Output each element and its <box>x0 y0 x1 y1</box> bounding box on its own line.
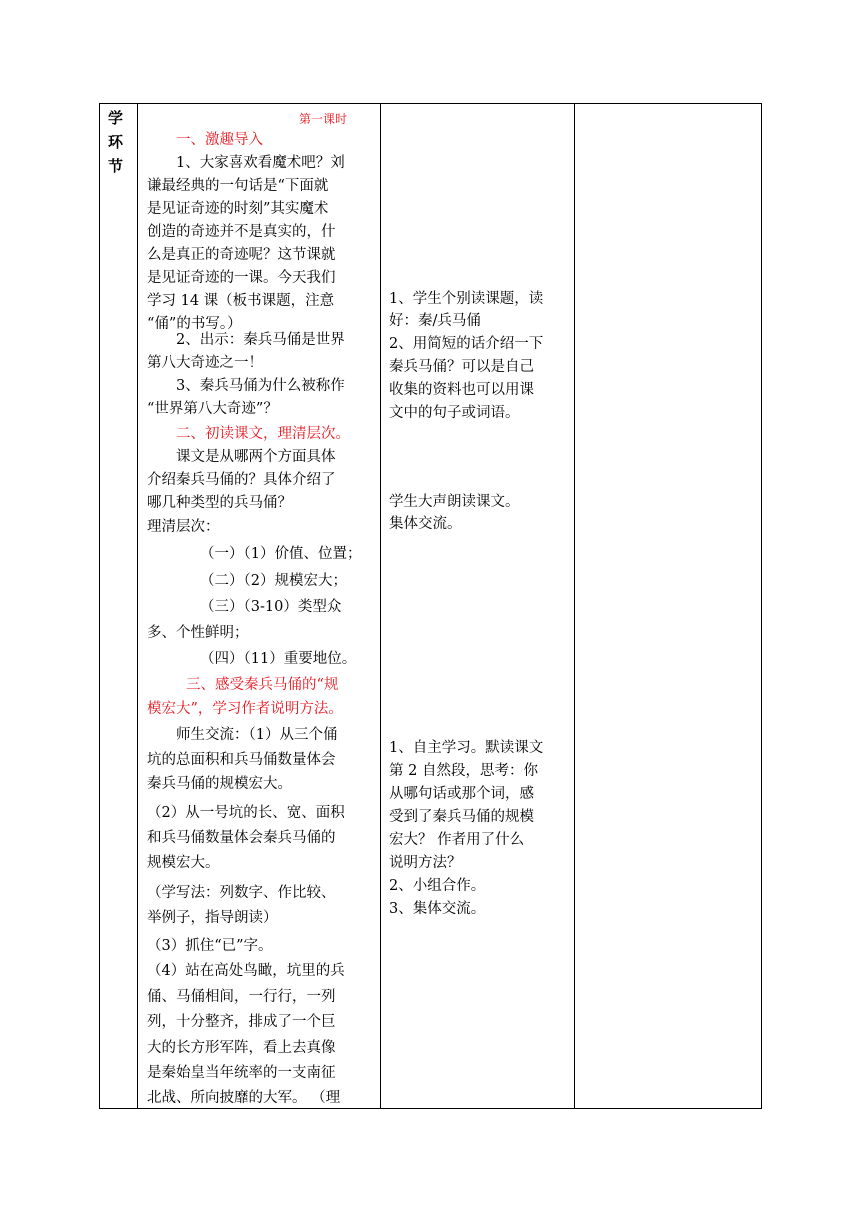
activity-line: 秦兵马俑？可以是自己 <box>389 359 534 375</box>
paragraph-line: （2）从一号坑的长、宽、面积 <box>147 805 345 821</box>
paragraph-line: 3、秦兵马俑为什么被称作 <box>176 378 345 394</box>
paragraph-line: 大的长方形军阵，看上去真像 <box>147 1040 336 1056</box>
paragraph-line: 1、大家喜欢看魔术吧？刘 <box>176 155 345 171</box>
paragraph-line: 列，十分整齐，排成了一个巨 <box>147 1014 336 1030</box>
layer-item: （二）（2）规模宏大； <box>200 573 347 589</box>
paragraph-line: 是秦始皇当年统率的一支南征 <box>147 1065 336 1081</box>
activity-line: 好：秦/兵马俑 <box>389 313 481 329</box>
layer-item: （三）（3-10）类型众 <box>200 599 342 615</box>
section-label-char: 学 <box>108 109 124 127</box>
heading-3: 三、感受秦兵马俑的“规 <box>186 677 339 693</box>
paragraph-line: 么是真正的奇迹呢？这节课就 <box>147 247 336 263</box>
paragraph-line: 创造的奇迹并不是真实的，什 <box>147 224 336 240</box>
paragraph-line: 谦最经典的一句话是“下面就 <box>147 178 329 194</box>
paragraph-line: 理清层次： <box>147 519 220 535</box>
paragraph-line: 和兵马俑数量体会秦兵马俑的 <box>147 830 336 846</box>
paragraph-line: （4）站在高处鸟瞰，坑里的兵 <box>147 963 345 979</box>
column-divider <box>137 104 138 1108</box>
paragraph-line: 规模宏大。 <box>147 855 220 871</box>
paragraph-line: 秦兵马俑的规模宏大。 <box>147 776 292 792</box>
paragraph-line: “世界第八大奇迹”？ <box>147 401 278 417</box>
paragraph-line: 学习 14 课（板书课题，注意 <box>147 293 335 309</box>
heading-3: 模宏大”，学习作者说明方法。 <box>147 701 343 717</box>
activity-line: 2、小组合作。 <box>389 878 486 894</box>
activity-line: 说明方法？ <box>389 855 462 871</box>
activity-line: 文中的句子或词语。 <box>389 405 520 421</box>
paragraph-line: （3）抓住“已”字。 <box>147 938 273 954</box>
heading-1: 一、激趣导入 <box>176 132 263 148</box>
paragraph-line: 坑的总面积和兵马俑数量体会 <box>147 752 336 768</box>
activity-line: 1、学生个别读课题，读 <box>389 291 544 307</box>
lesson-title: 第一课时 <box>299 112 348 126</box>
layer-item: （一）（1）价值、位置； <box>200 546 362 562</box>
layer-item: （四）（11）重要地位。 <box>200 651 357 667</box>
activity-line: 宏大？ 作者用了什么 <box>389 832 525 848</box>
paragraph-line: 是见证奇迹的一课。今天我们 <box>147 270 336 286</box>
activity-line: 1、自主学习。默读课文 <box>389 740 544 756</box>
activity-line: 学生大声朗读课文。 <box>389 494 520 510</box>
layer-item: 多、个性鲜明； <box>147 625 249 641</box>
activity-line: 收集的资料也可以用课 <box>389 382 534 398</box>
section-label-char: 节 <box>108 157 124 175</box>
column-divider <box>380 104 381 1108</box>
paragraph-line: 北战、所向披靡的大军。 （理 <box>147 1090 341 1106</box>
paragraph-line: 俑、马俑相间，一行行，一列 <box>147 989 336 1005</box>
heading-2: 二、初读课文，理清层次。 <box>176 426 350 442</box>
activity-line: 集体交流。 <box>389 516 462 532</box>
paragraph-line: 2、出示：秦兵马俑是世界 <box>176 332 345 348</box>
paragraph-line: 师生交流：（1）从三个俑 <box>176 727 338 743</box>
paragraph-line: 第八大奇迹之一！ <box>147 355 263 371</box>
activity-line: 2、用简短的话介绍一下 <box>389 336 544 352</box>
notes-cell <box>575 104 761 1108</box>
section-label-char: 环 <box>108 133 124 151</box>
paragraph-line: “俑”的书写。） <box>147 316 242 332</box>
activity-line: 3、集体交流。 <box>389 901 486 917</box>
section-label <box>108 106 128 178</box>
paragraph-line: 介绍秦兵马俑的？具体介绍了 <box>147 472 336 488</box>
activity-line: 第 2 自然段，思考：你 <box>389 763 538 779</box>
paragraph-line: 举例子，指导朗读） <box>147 910 278 926</box>
paragraph-line: 课文是从哪两个方面具体 <box>176 449 336 465</box>
activity-line: 受到了秦兵马俑的规模 <box>389 809 534 825</box>
paragraph-line: （学写法：列数字、作比较、 <box>147 885 336 901</box>
lesson-plan-table <box>99 103 762 1109</box>
paragraph-line: 是见证奇迹的时刻”其实魔术 <box>147 201 329 217</box>
activity-line: 从哪句话或那个词，感 <box>389 786 534 802</box>
paragraph-line: 哪几种类型的兵马俑？ <box>147 495 292 511</box>
